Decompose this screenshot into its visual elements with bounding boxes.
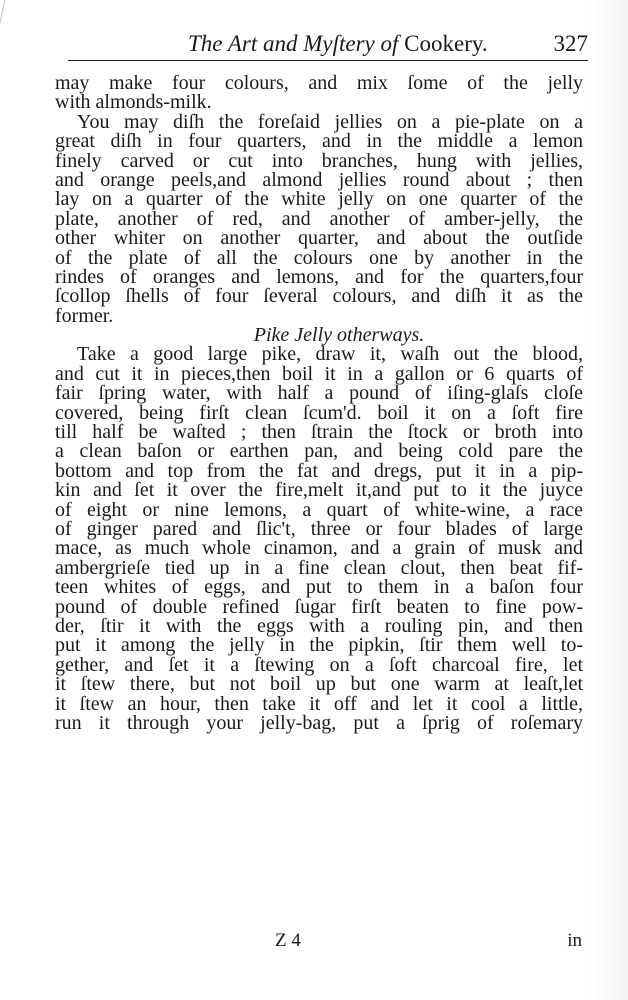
paragraph-3: [55, 345, 583, 733]
text-line: pound of double refined ſugar firſt beaten to fine pow-: [55, 595, 583, 618]
text-line: with almonds-milk.: [55, 91, 212, 114]
text-line: bottom and top from the fat and dregs, put it in a pip-: [55, 459, 583, 482]
text-line: put it among the jelly in the pipkin, ſtir them well to-: [55, 634, 583, 657]
text-line: finely carved or cut into branches, hung with jellies,: [55, 149, 583, 172]
text-line: and cut it in pieces,then boil it in a gallon or 6 quarts of: [55, 362, 583, 385]
text-line: rindes of oranges and lemons, and for the quarters,four: [55, 265, 583, 288]
text-line: teen whites of eggs, and put to them in a baſon four: [55, 576, 583, 599]
text-line: run it through your jelly-bag, put a ſprig of roſemary: [55, 711, 583, 734]
text-line: a clean baſon or earthen pan, and being cold pare the: [55, 440, 583, 463]
text-line: of ginger pared and ſlic't, three or four blades of large: [55, 517, 583, 540]
text-line: ambergrieſe tied up in a fine clean clout, then beat fif-: [55, 556, 583, 579]
text-line: plate, another of red, and another of amber-jelly, the: [55, 207, 583, 230]
page-number: 327: [553, 31, 588, 56]
signature-mark: Z 4: [275, 930, 301, 951]
page-corner-mark: [0, 0, 19, 40]
text-line: ſcollop ſhells of four ſeveral colours, and diſh it as the: [55, 285, 583, 308]
text-line: it ſtew there, but not boil up but one warm at leaſt,let: [55, 673, 583, 696]
text-line: lay on a quarter of the white jelly on one quarter of the: [55, 188, 583, 211]
text-line: former.: [55, 304, 114, 327]
running-head-roman: Cookery.: [404, 31, 488, 56]
text-line: mace, as much whole cinamon, and a grain of musk and: [55, 537, 583, 560]
paragraph-2: [55, 110, 583, 327]
text-line: gether, and ſet it a ſtewing on a ſoft charcoal fire, let: [55, 653, 583, 676]
text-line: and orange peels,and almond jellies round about ; then: [55, 168, 583, 191]
text-line: till half be waſted ; then ſtrain the ſtock or broth into: [55, 421, 583, 444]
paragraph-1: [55, 74, 583, 113]
body-text: [55, 74, 583, 733]
text-line: Take a good large pike, draw it, waſh out the blood,: [77, 343, 583, 366]
header-rule: [68, 60, 588, 61]
running-head: [188, 30, 488, 58]
text-line: may make four colours, and mix ſome of the jelly: [55, 72, 583, 94]
section-heading: Pike Jelly otherways.: [253, 324, 425, 347]
text-line: other whiter on another quarter, and about the outſide: [55, 227, 583, 250]
page-edge-shading: [588, 0, 628, 1000]
text-line: great diſh in four quarters, and in the middle a lemon: [55, 130, 583, 153]
text-line: of the plate of all the colours one by another in the: [55, 246, 583, 269]
text-line: kin and ſet it over the fire,melt it,and put to it the juyce: [55, 479, 583, 502]
catchword: in: [567, 930, 582, 951]
text-line: der, ſtir it with the eggs with a rouling pin, and then: [55, 614, 583, 637]
page-header: [68, 28, 588, 68]
running-head-italic: The Art and Myſtery of: [188, 31, 399, 56]
text-line: of eight or nine lemons, a quart of white-wine, a race: [55, 498, 583, 521]
text-line: it ſtew an hour, then take it off and let it cool a little,: [55, 692, 583, 715]
text-line: fair ſpring water, with half a pound of iſing-glaſs cloſe: [55, 382, 583, 405]
text-line: covered, being firſt clean ſcum'd. boil it on a ſoft fire: [55, 401, 583, 424]
text-line: You may diſh the foreſaid jellies on a pie-plate on a: [77, 110, 583, 133]
